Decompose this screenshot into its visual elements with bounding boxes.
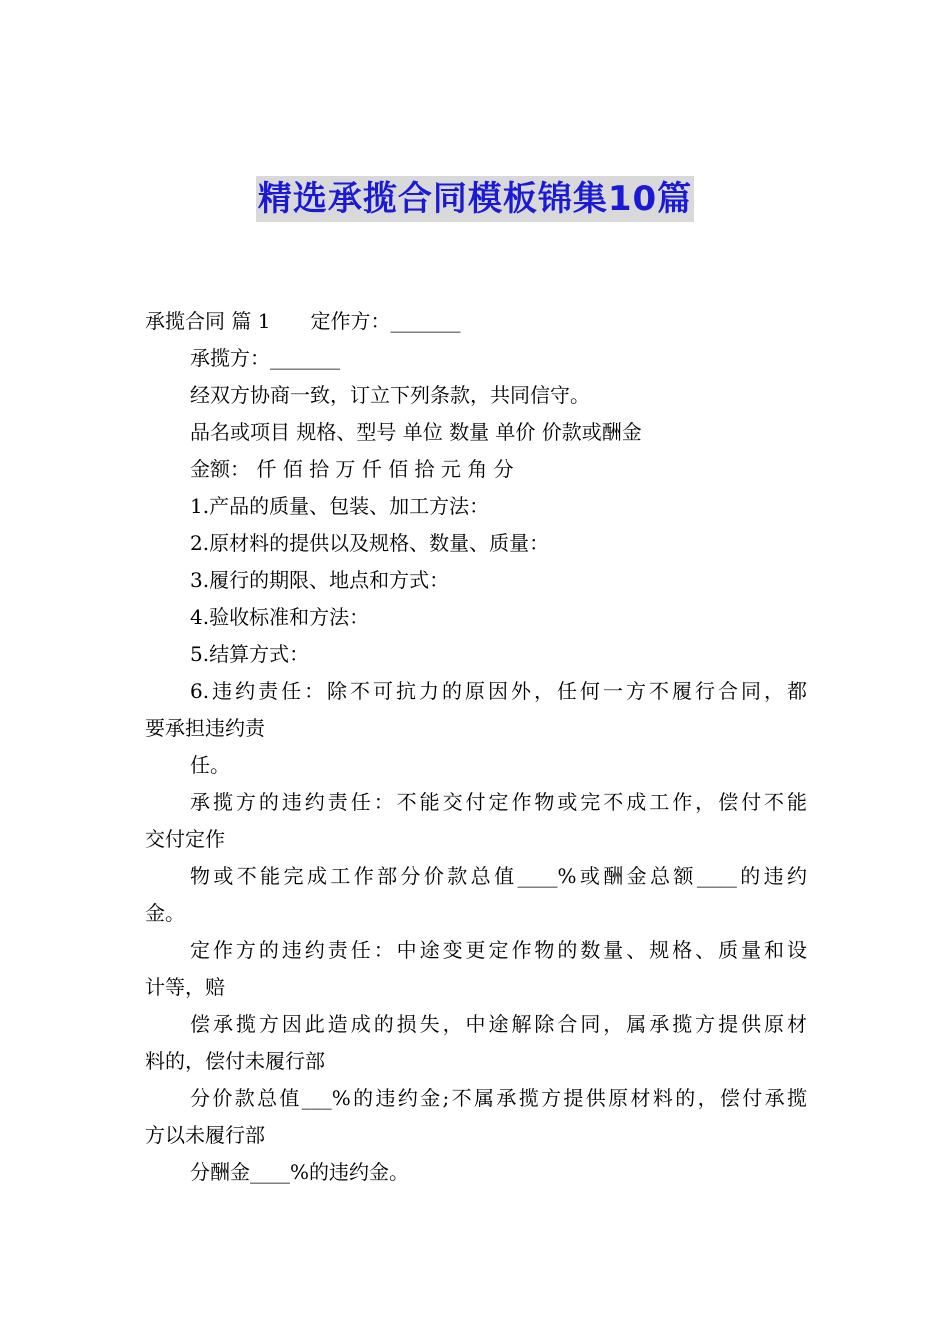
paragraph-line: 2.原材料的提供以及规格、数量、质量：: [190, 531, 550, 555]
document-body: [145, 303, 807, 1191]
paragraph-line: 金额： 仟 佰 拾 万 仟 佰 拾 元 角 分: [190, 457, 514, 481]
title-container: [0, 176, 950, 222]
party-a-field: 定作方：_______: [310, 309, 461, 333]
paragraph-line: 要承担违约责: [145, 716, 265, 740]
paragraph-line: 3.履行的期限、地点和方式：: [190, 568, 450, 592]
paragraph-line: 计等，赔: [145, 975, 225, 999]
document-title: 精选承揽合同模板锦集10篇: [256, 176, 694, 222]
paragraph-line: 4.验收标准和方法：: [190, 605, 370, 629]
paragraph-line: 偿承揽方因此造成的损失，中途解除合同，属承揽方提供原材: [190, 1012, 807, 1036]
paragraph-line: 1.产品的质量、包装、加工方法：: [190, 494, 490, 518]
paragraph-line: 任。: [190, 753, 230, 777]
paragraph-line: 方以未履行部: [145, 1123, 265, 1147]
paragraph-line: 金。: [145, 901, 185, 925]
paragraph-line: 5.结算方式：: [190, 642, 310, 666]
paragraph-line: 6.违约责任：除不可抗力的原因外，任何一方不履行合同，都: [190, 679, 807, 703]
paragraph-line: [145, 303, 807, 340]
section-heading: 承揽合同 篇 1: [145, 309, 271, 333]
paragraph-line: 承揽方的违约责任：不能交付定作物或完不成工作，偿付不能: [190, 790, 807, 814]
paragraph-line: 定作方的违约责任：中途变更定作物的数量、规格、质量和设: [190, 938, 807, 962]
paragraph-line: 料的，偿付未履行部: [145, 1049, 325, 1073]
paragraph-line: 交付定作: [145, 827, 225, 851]
paragraph-line: 分酬金____%的违约金。: [190, 1160, 410, 1184]
paragraph-line: 物或不能完成工作部分价款总值____%或酬金总额____的违约: [190, 864, 807, 888]
paragraph-line: 承揽方：_______: [190, 346, 340, 370]
paragraph-line: 分价款总值___%的违约金;不属承揽方提供原材料的，偿付承揽: [190, 1086, 807, 1110]
paragraph-line: 品名或项目 规格、型号 单位 数量 单价 价款或酬金: [190, 420, 642, 444]
paragraph-line: 经双方协商一致，订立下列条款，共同信守。: [190, 383, 590, 407]
